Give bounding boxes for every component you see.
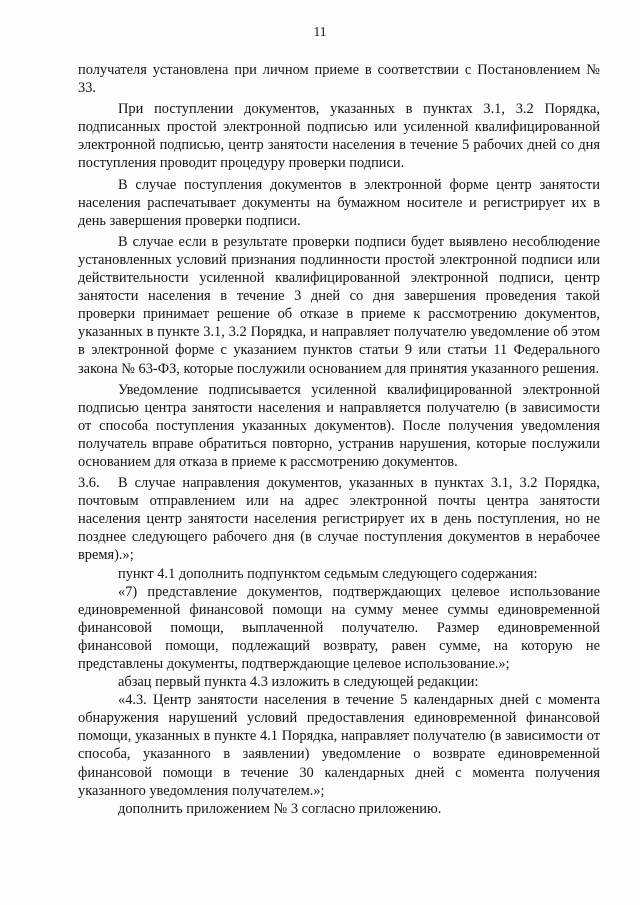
- paragraph-section-3-6: [78, 474, 600, 564]
- paragraph-amend-4-3: абзац первый пункта 4.3 изложить в следующей редакции:: [118, 674, 479, 691]
- document-body: [78, 61, 600, 818]
- paragraph-amend-4-1: пункт 4.1 дополнить подпунктом седьмым следующего содержания:: [118, 565, 538, 582]
- paragraph-continuation: получателя установлена при личном приеме в соответствии с Постановлением № 33.: [78, 62, 600, 97]
- paragraph-point-4-3: «4.3. Центр занятости населения в течение 5 календарных дней с момента обнаружения нарушений условий предоставления единовременной финансовой помощи, указанных в пункте 4.1 Порядка, направляет получателю (в зависимости от способа, указанного в заявлении) уведомление о возврате единовременной финансовой помощи в течение 30 календарных дней с момента получения указанного уведомления получателем.»;: [78, 692, 600, 799]
- paragraph-notification-signing: Уведомление подписывается усиленной квалифицированной электронной подписью центра занятости населения и направляется получателю (в зависимости от способа поступления указанных документов). После получения уведомления получатель вправе обратиться повторно, устранив нарушения, которые послужили основанием для отказа в приеме к рассмотрению документов.: [78, 381, 600, 470]
- paragraph-signature-violation: В случае если в результате проверки подписи будет выявлено несоблюдение установленных условий признания подлинности простой электронной подписи или действительности усиленной квалифицированной электронной подписи, центр занятости населения в течение 3 дней со дня завершения проведения такой проверки принимает решение об отказе в приеме к рассмотрению документов, указанных в пункте 3.1, 3.2 Порядка, и направляет получателю уведомление об этом в электронной форме с указанием пунктов статьи 9 или статьи 11 Федерального закона № 63-ФЗ, которые послужили основанием для принятия указанного решения.: [78, 233, 600, 377]
- section-number: 3.6.: [78, 475, 100, 492]
- section-3-6-text: В случае направления документов, указанных в пунктах 3.1, 3.2 Порядка, почтовым отправлением или на адрес электронной почты центра занятости населения центр занятости населения регистрирует их в день поступления, но не позднее следующего рабочего дня (в случае поступления документов в нерабочее время).»;: [78, 475, 600, 564]
- paragraph-electronic-documents: В случае поступления документов в электронной форме центр занятости населения распечатывает документы на бумажном носителе и регистрирует их в день завершения проверки подписи.: [78, 176, 600, 229]
- paragraph-appendix-3: дополнить приложением № 3 согласно приложению.: [118, 800, 442, 817]
- page-number: 11: [313, 24, 327, 39]
- paragraph-subpoint-7: «7) представление документов, подтверждающих целевое использование единовременной финансовой помощи на сумму менее суммы единовременной финансовой помощи, выплаченной получателю. Размер единовременной финансовой помощи, подлежащий возврату, равен сумме, на которую не представлены документы, подтверждающие целевое использование.»;: [78, 583, 600, 672]
- paragraph-signature-check: При поступлении документов, указанных в пунктах 3.1, 3.2 Порядка, подписанных простой электронной подписью или усиленной квалифицированной электронной подписью, центр занятости населения в течение 5 рабочих дней со дня поступления проводит процедуру проверки подписи.: [78, 101, 600, 172]
